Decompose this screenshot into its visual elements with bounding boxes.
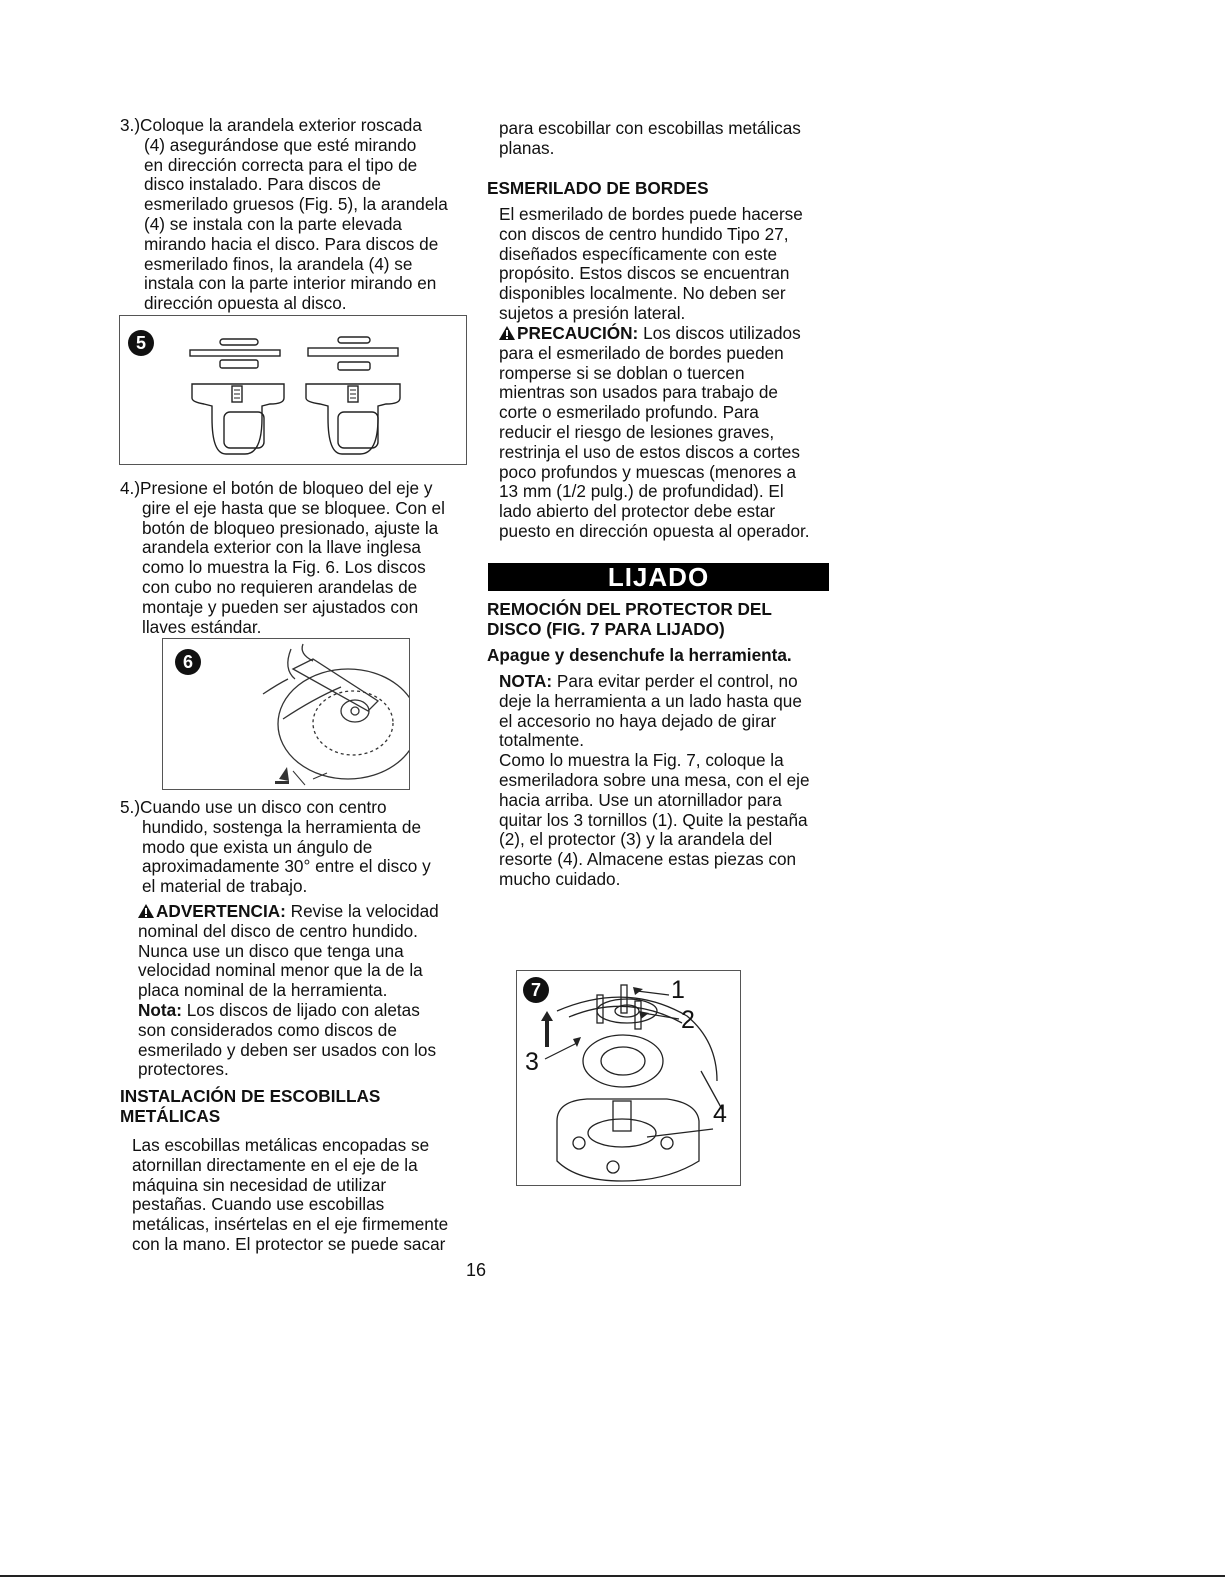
step-4-first-line: 4.)Presione el botón de bloqueo del eje y: [120, 478, 433, 498]
continuation-text: para escobillar con escobillas metálicas planas.: [499, 118, 801, 158]
escobillas-heading: INSTALACIÓN DE ESCOBILLAS METÁLICAS: [120, 1086, 381, 1126]
figure-7: [516, 970, 741, 1186]
esmerilado-heading: ESMERILADO DE BORDES: [487, 178, 709, 198]
figure-5-badge: 5: [128, 330, 154, 356]
nota-right-label: NOTA:: [499, 671, 553, 691]
como-body: Como lo muestra la Fig. 7, coloque la esmeriladora sobre una mesa, con el eje hacia arriba. Use un atornillador para quitar los 3 tornillos (1). Quite la pestaña (2), el protector (3) y la arandela del resorte (4). Almacene estas piezas con mucho cuidado.: [499, 750, 810, 889]
step-4: [120, 479, 480, 637]
section-banner-lijado: LIJADO: [488, 563, 829, 591]
step-5: [120, 798, 480, 897]
nota-body: son considerados como discos de esmerilado y deben ser usados con los protectores.: [138, 1019, 437, 1080]
precaucion-body: para el esmerilado de bordes pueden romperse si se doblan o tuercen mientras son usados para trabajo de corte o esmerilado profundo. Para reducir el riesgo de lesiones graves, restrinja el uso de estos discos a cortes poco profundos y muescas (menores a 13 mm (1/2 pulg.) de profundidad). El lado abierto del protector debe estar puesto en dirección opuesta al operador.: [499, 342, 810, 541]
step-3: [120, 116, 480, 314]
remocion-heading: REMOCIÓN DEL PROTECTOR DEL DISCO (FIG. 7 PARA LIJADO): [487, 599, 772, 639]
nota-text: Los discos de lijado con aletas: [186, 999, 420, 1020]
callout-2: 2: [681, 1006, 695, 1034]
figure-5-drawing: [120, 316, 466, 464]
warning-icon: [138, 904, 154, 918]
escobillas-body: Las escobillas metálicas encopadas se atornillan directamente en el eje de la máquina sin necesidad de utilizar pestañas. Cuando use escobillas metálicas, insértelas en el eje firmemente con la mano. El protector se puede sacar: [132, 1135, 449, 1254]
figure-7-drawing: [517, 971, 740, 1185]
precaucion-first-line: [499, 324, 829, 344]
advertencia-first-line: [138, 902, 478, 922]
advertencia-text: Revise la velocidad: [290, 901, 439, 921]
figure-6-drawing: [163, 639, 409, 789]
advertencia-body: nominal del disco de centro hundido. Nunca use un disco que tenga una velocidad nominal menor que la de la placa nominal de la herramienta.: [138, 920, 423, 1001]
precaucion-label: PRECAUCIÓN:: [517, 323, 639, 343]
advertencia-block: [138, 902, 478, 1080]
nota-right-text: Para evitar perder el control, no: [556, 671, 798, 691]
callout-3: 3: [525, 1048, 539, 1076]
step-3-first-line: 3.)Coloque la arandela exterior roscada: [120, 115, 422, 135]
nota-first-line: [138, 1001, 478, 1021]
nota-label: Nota:: [138, 999, 182, 1020]
step-4-body: gire el eje hasta que se bloquee. Con el botón de bloqueo presionado, ajuste la arandela exterior con la llave inglesa como lo muestra la Fig. 6. Los discos con cubo no requieren arandelas de montaje y pueden ser ajustados con llaves estándar.: [142, 497, 445, 637]
nota-right-first-line: [499, 672, 829, 692]
step-5-first-line: 5.)Cuando use un disco con centro: [120, 797, 387, 817]
callout-4: 4: [713, 1100, 727, 1128]
figure-5: [119, 315, 467, 465]
figure-7-badge: 7: [523, 977, 549, 1003]
callout-1: 1: [671, 976, 685, 1004]
figure-6: [162, 638, 410, 790]
figure-6-badge: 6: [175, 649, 201, 675]
page-number: 16: [466, 1260, 487, 1280]
precaucion-block: [499, 324, 829, 542]
precaucion-text: Los discos utilizados: [643, 323, 801, 343]
bottom-rule: [0, 1575, 1225, 1577]
esmerilado-body: El esmerilado de bordes puede hacerse con discos de centro hundido Tipo 27, diseñados específicamente con este propósito. Estos discos se encuentran disponibles localmente. No deben ser sujetos a presión lateral.: [499, 204, 803, 323]
warning-icon: [499, 326, 515, 340]
nota-right-body: deje la herramienta a un lado hasta que el accesorio no haya dejado de girar totalmente.: [499, 690, 802, 751]
step-5-body: hundido, sostenga la herramienta de modo que exista un ángulo de aproximadamente 30° entre el disco y el material de trabajo.: [142, 816, 431, 897]
apague-heading: Apague y desenchufe la herramienta.: [487, 645, 792, 665]
step-3-body: (4) asegurándose que esté mirando en dirección correcta para el tipo de disco instalado. Para discos de esmerilado gruesos (Fig. 5), la arandela (4) se instala con la parte elevada mirando hacia el disco. Para discos de esmerilado finos, la arandela (4) se instala con la parte interior mirando en dirección opuesta al disco.: [144, 134, 448, 314]
nota-block-right: [499, 672, 829, 890]
advertencia-label: ADVERTENCIA:: [156, 901, 286, 921]
